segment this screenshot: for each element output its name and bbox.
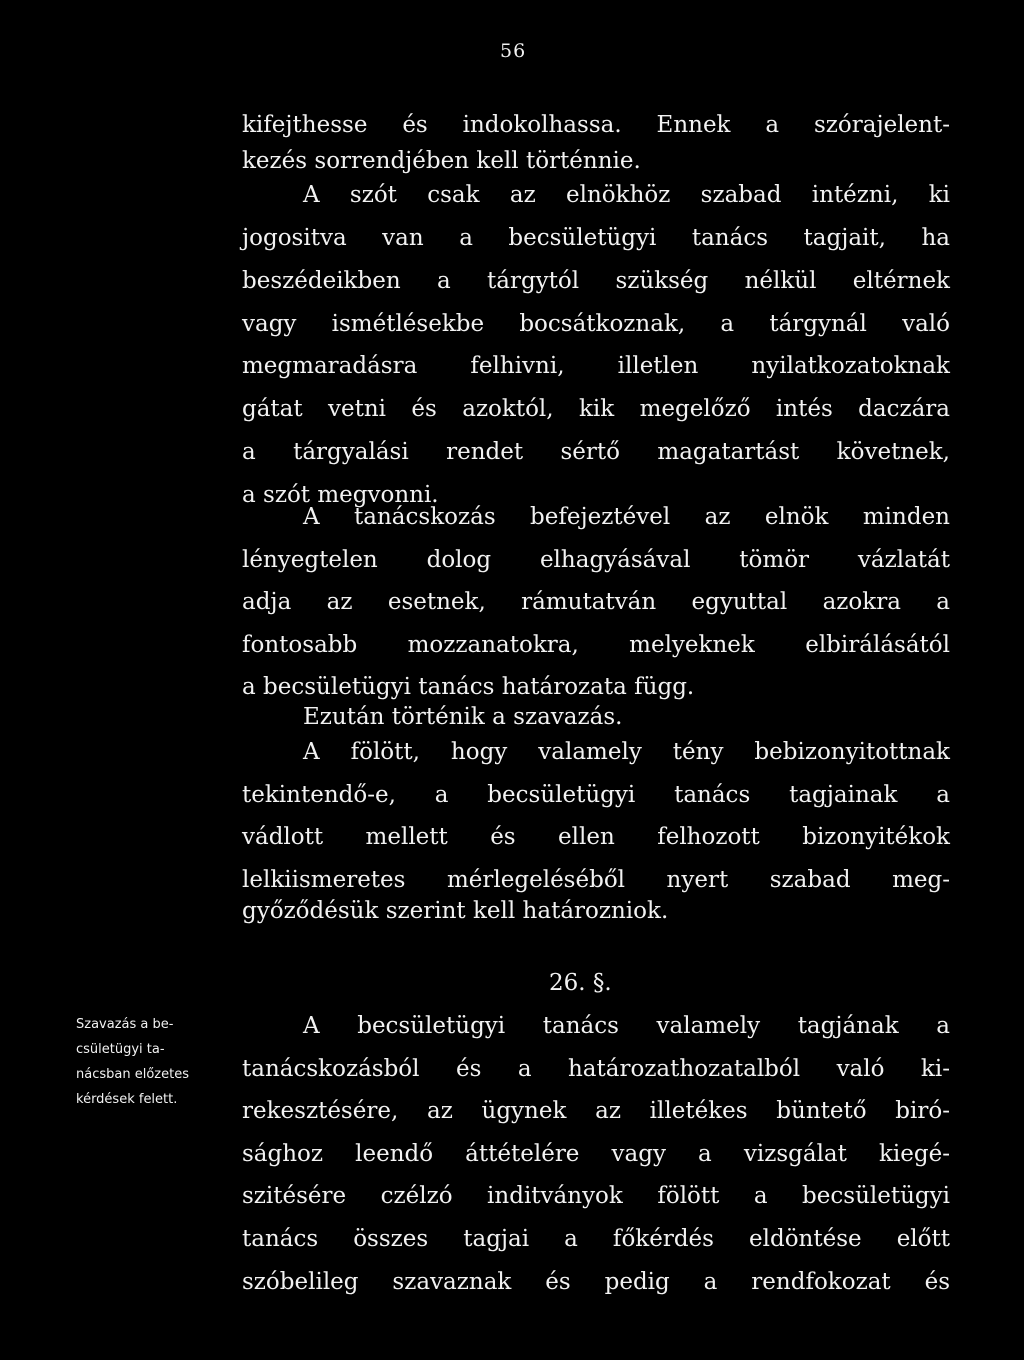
text-line: lelkiismeretes mérlegeléséből nyert szabad meg- <box>242 867 950 893</box>
text-line: tanács összes tagjai a főkérdés eldöntése előtt <box>242 1226 950 1252</box>
text-line: szitésére czélzó inditványok fölött a becsületügyi <box>242 1183 950 1209</box>
text-line: sághoz leendő áttételére vagy a vizsgálat kiegé- <box>242 1141 950 1167</box>
text-line: győződésük szerint kell határozniok. <box>242 898 669 924</box>
section-number: 26. §. <box>549 970 612 996</box>
text-line: A fölött, hogy valamely tény bebizonyitottnak <box>303 739 950 765</box>
text-line: adja az esetnek, rámutatván egyuttal azokra a <box>242 589 950 615</box>
text-line: a szót megvonni. <box>242 482 439 508</box>
text-line: A tanácskozás befejeztével az elnök minden <box>303 504 950 530</box>
text-line: fontosabb mozzanatokra, melyeknek elbirálásától <box>242 632 950 658</box>
text-line: vagy ismétlésekbe bocsátkoznak, a tárgynál való <box>242 311 950 337</box>
text-line: Ezután történik a szavazás. <box>303 704 623 730</box>
text-line: vádlott mellett és ellen felhozott bizonyitékok <box>242 824 950 850</box>
text-line: jogositva van a becsületügyi tanács tagjait, ha <box>242 225 950 251</box>
text-line: a becsületügyi tanács határozata függ. <box>242 674 695 700</box>
margin-note-line: Szavazás a be- <box>76 1017 174 1032</box>
text-line: megmaradásra felhivni, illetlen nyilatkozatoknak <box>242 353 950 379</box>
text-line: kifejthesse és indokolhassa. Ennek a szórajelent- <box>242 112 950 138</box>
text-line: tanácskozásból és a határozathozatalból való ki- <box>242 1056 950 1082</box>
text-line: tekintendő-e, a becsületügyi tanács tagjainak a <box>242 782 950 808</box>
page-number: 56 <box>500 40 527 62</box>
text-line: a tárgyalási rendet sértő magatartást követnek, <box>242 439 950 465</box>
text-line: lényegtelen dolog elhagyásával tömör vázlatát <box>242 547 950 573</box>
text-line: kezés sorrendjében kell történnie. <box>242 148 641 174</box>
text-line: A becsületügyi tanács valamely tagjának a <box>303 1013 950 1039</box>
margin-note-line: kérdések felett. <box>76 1092 178 1107</box>
text-line: rekesztésére, az ügynek az illetékes büntető biró- <box>242 1098 950 1124</box>
margin-note-line: nácsban előzetes <box>76 1067 189 1082</box>
text-line: gátat vetni és azoktól, kik megelőző intés daczára <box>242 396 950 422</box>
text-line: beszédeikben a tárgytól szükség nélkül eltérnek <box>242 268 950 294</box>
margin-note-line: csületügyi ta- <box>76 1042 165 1057</box>
margin-note <box>76 1012 246 1112</box>
text-line: szóbelileg szavaznak és pedig a rendfokozat és <box>242 1269 950 1295</box>
text-line: A szót csak az elnökhöz szabad intézni, ki <box>303 182 950 208</box>
